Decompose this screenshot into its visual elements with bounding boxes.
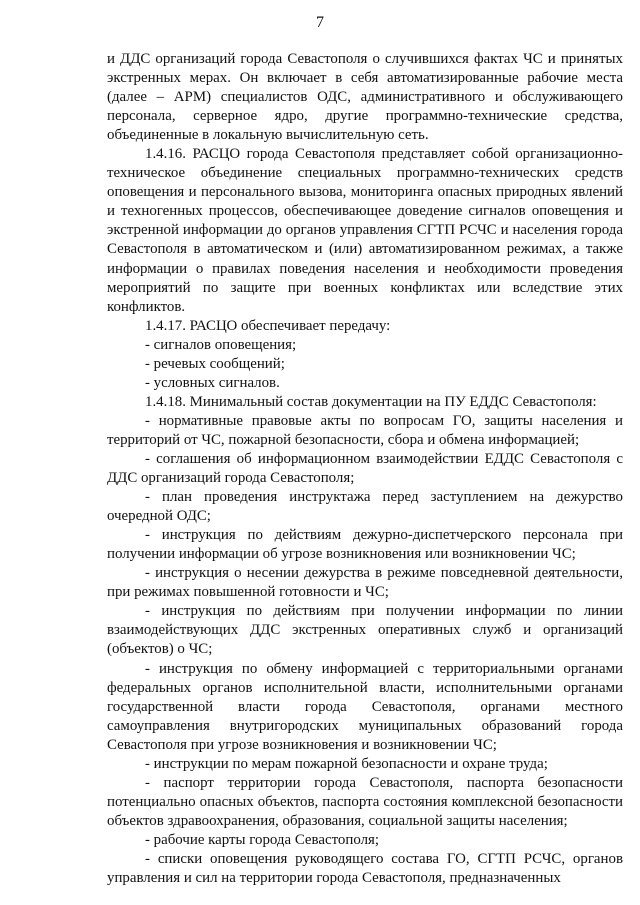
list-item: - сигналов оповещения;	[145, 336, 297, 353]
list-item: - паспорт территории города Севастополя, паспорта безопасности потенциально опасных объектов, паспорта состояния комплексной безопасности объектов здравоохранения, образования, социальной защиты населения;	[107, 774, 623, 829]
document-body	[107, 50, 623, 888]
list-item: - списки оповещения руководящего состава ГО, СГТП РСЧС, органов управления и сил на территории города Севастополя, предназначенных	[107, 850, 623, 887]
paragraph-1-4-17: 1.4.17. РАСЦО обеспечивает передачу:	[145, 317, 391, 334]
list-item: - соглашения об информационном взаимодействии ЕДДС Севастополя с ДДС организаций города Севастополя;	[107, 450, 623, 487]
list-item: - план проведения инструктажа перед заступлением на дежурство очередной ОДС;	[107, 489, 623, 525]
page-number: 7	[316, 14, 324, 31]
list-item: - инструкция о несении дежурства в режиме повседневной деятельности, при режимах повышенной готовности и ЧС;	[107, 565, 623, 601]
list-item: - инструкция по действиям при получении информации по линии взаимодействующих ДДС экстренных оперативных служб и организаций (объектов) о ЧС;	[107, 603, 623, 658]
paragraph: и ДДС организаций города Севастополя о случившихся фактах ЧС и принятых экстренных мерах. Он включает в себя автоматизированные рабочие места (далее – АРМ) специалистов ОДС, административного и обслуживающего персонала, серверное ядро, другие программно-технические средства, объединенные в локальную вычислительную сеть.	[107, 51, 623, 144]
list-item: - речевых сообщений;	[145, 355, 285, 372]
paragraph-1-4-18: 1.4.18. Минимальный состав документации на ПУ ЕДДС Севастополя:	[145, 393, 597, 410]
list-item: - инструкция по действиям дежурно-диспетчерского персонала при получении информации об угрозе возникновения или возникновении ЧС;	[107, 527, 623, 563]
list-item: - инструкция по обмену информацией с территориальными органами федеральных органов исполнительной власти, исполнительными органами государственной власти города Севастополя, органами местного самоуправления внутригородских муниципальных образований города Севастополя при угрозе возникновения и возникновении ЧС;	[107, 660, 623, 753]
paragraph-1-4-16: 1.4.16. РАСЦО города Севастополя представляет собой организационно-техническое объединение специальных программно-технических средств оповещения и персонального вызова, мониторинга опасных природных явлений и техногенных процессов, обеспечивающее доведение сигналов оповещения и экстренной информации до органов управления СГТП РСЧС и населения города Севастополя в автоматическом и (или) автоматизированном режимах, а также информации о правилах поведения населения и необходимости проведения мероприятий по защите при военных конфликтах или вследствие этих конфликтов.	[107, 146, 623, 315]
list-item: - инструкции по мерам пожарной безопасности и охране труда;	[145, 755, 548, 772]
list-item: - рабочие карты города Севастополя;	[145, 831, 379, 848]
list-item: - условных сигналов.	[145, 374, 280, 391]
list-item: - нормативные правовые акты по вопросам ГО, защиты населения и территорий от ЧС, пожарной безопасности, сбора и обмена информацией;	[107, 412, 623, 448]
